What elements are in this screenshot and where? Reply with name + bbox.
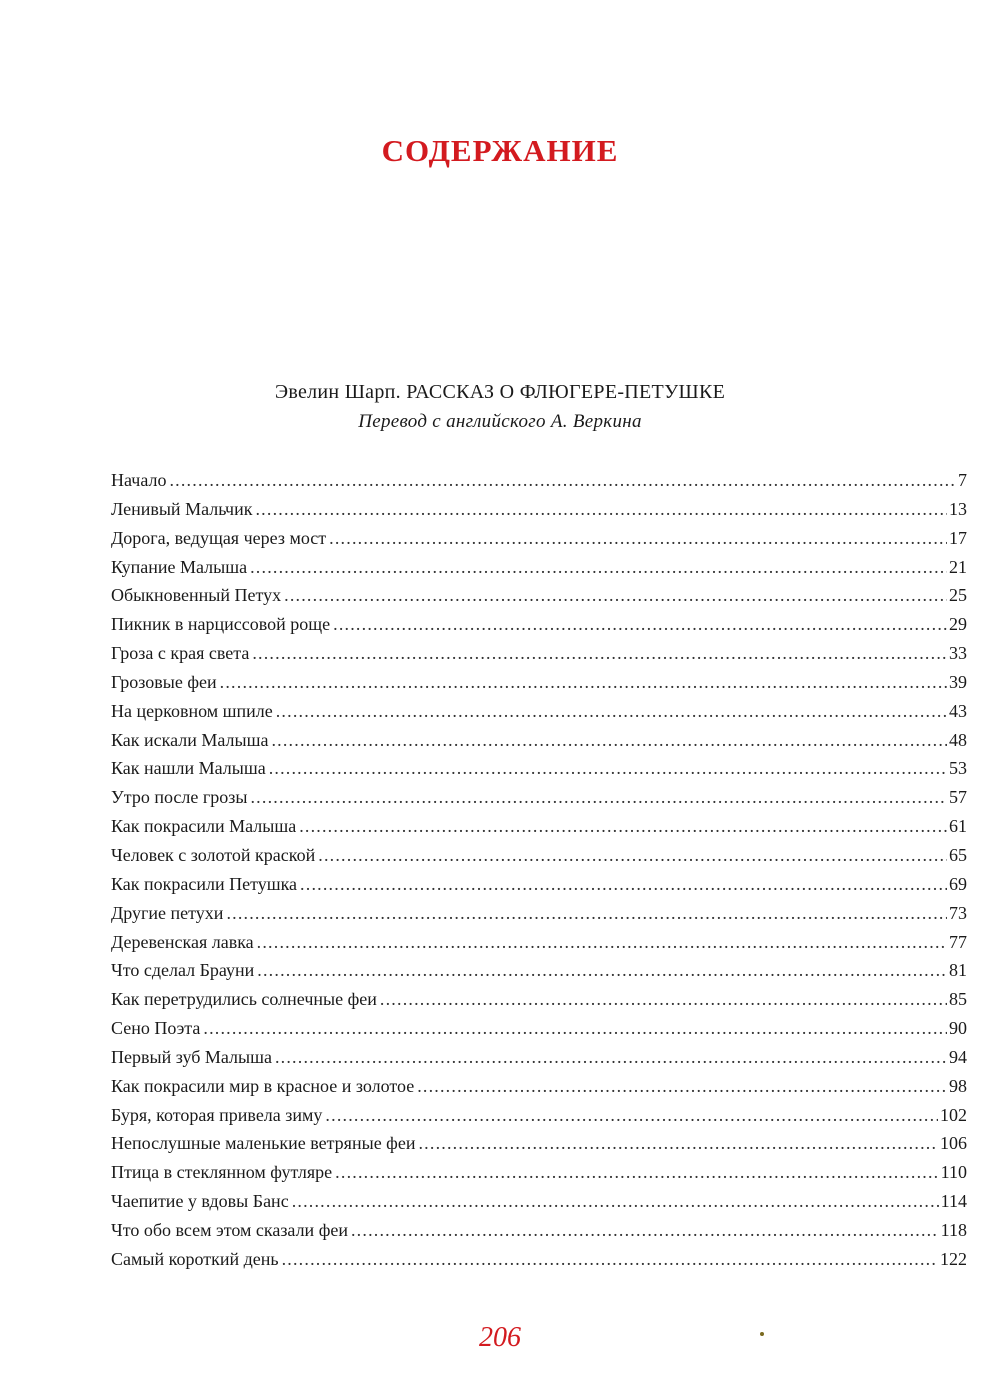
- toc-entry-page: 102: [940, 1104, 967, 1125]
- toc-entry-title: Как покрасили Малыша: [111, 816, 297, 837]
- toc-entry-page: 94: [949, 1046, 967, 1067]
- toc-entry-page: 98: [949, 1075, 967, 1096]
- toc-entry-title: Купание Малыша: [111, 556, 248, 577]
- toc-entry-page: 85: [949, 989, 967, 1010]
- toc-entry[interactable]: [111, 1101, 967, 1130]
- toc-entry-title: Сено Поэта: [111, 1018, 201, 1039]
- toc-entry-page: 57: [949, 787, 967, 808]
- toc-entry[interactable]: [111, 668, 967, 697]
- toc-entry-page: 118: [940, 1219, 967, 1240]
- toc-entry-title: Непослушные маленькие ветряные феи: [111, 1133, 416, 1154]
- toc-entry[interactable]: [111, 1072, 967, 1101]
- toc-dot-leader: [325, 1101, 938, 1130]
- toc-entry-title: Птица в стеклянном футляре: [111, 1162, 333, 1183]
- toc-entry-title: Как искали Малыша: [111, 729, 269, 750]
- toc-dot-leader: [282, 1245, 938, 1274]
- toc-entry-title: Пикник в нарциссовой роще: [111, 614, 331, 635]
- page-title: СОДЕРЖАНИЕ: [381, 132, 619, 168]
- toc-entry[interactable]: [111, 1158, 967, 1187]
- toc-entry-page: 25: [949, 585, 967, 606]
- toc-dot-leader: [284, 581, 947, 610]
- toc-entry-title: Ленивый Мальчик: [111, 498, 253, 519]
- toc-entry[interactable]: [111, 985, 967, 1014]
- toc-entry[interactable]: [111, 1216, 967, 1245]
- toc-entry-title: На церковном шпиле: [111, 700, 273, 721]
- toc-dot-leader: [299, 812, 947, 841]
- toc-entry-title: Что сделал Брауни: [111, 960, 255, 981]
- toc-entry-page: 29: [949, 614, 967, 635]
- toc-entry-page: 48: [949, 729, 967, 750]
- toc-entry-title: Человек с золотой краской: [111, 844, 316, 865]
- toc-entry[interactable]: [111, 783, 967, 812]
- toc-dot-leader: [380, 985, 947, 1014]
- toc-dot-leader: [418, 1129, 938, 1158]
- toc-dot-leader: [220, 668, 947, 697]
- toc-dot-leader: [250, 553, 947, 582]
- toc-entry[interactable]: [111, 841, 967, 870]
- toc-dot-leader: [335, 1158, 938, 1187]
- toc-entry-title: Первый зуб Малыша: [111, 1046, 272, 1067]
- toc-dot-leader: [257, 956, 947, 985]
- toc-dot-leader: [292, 1187, 939, 1216]
- toc-dot-leader: [351, 1216, 939, 1245]
- toc-entry-title: Как перетрудились солнечные феи: [111, 989, 377, 1010]
- toc-entry-title: Как покрасили мир в красное и золотое: [111, 1075, 415, 1096]
- toc-entry-title: Как нашли Малыша: [111, 758, 266, 779]
- toc-entry-page: 39: [949, 671, 967, 692]
- toc-entry-page: 114: [940, 1191, 967, 1212]
- toc-entry-title: Начало: [111, 470, 167, 490]
- toc-entry[interactable]: [111, 639, 967, 668]
- toc-entry-title: Что обо всем этом сказали феи: [111, 1219, 348, 1240]
- toc-entry-page: 65: [949, 844, 967, 865]
- toc-entry-page: 53: [949, 758, 967, 779]
- toc-entry-page: 81: [949, 960, 967, 981]
- toc-entry[interactable]: [111, 610, 967, 639]
- toc-dot-leader: [276, 697, 947, 726]
- toc-entry[interactable]: [111, 870, 967, 899]
- table-of-contents: [111, 466, 967, 1274]
- toc-dot-leader: [417, 1072, 947, 1101]
- toc-entry[interactable]: [111, 697, 967, 726]
- toc-entry-title: Самый короткий день: [111, 1248, 279, 1269]
- toc-dot-leader: [329, 524, 947, 553]
- toc-entry-title: Как покрасили Петушка: [111, 873, 298, 894]
- toc-entry-title: Дорога, ведущая через мост: [111, 527, 327, 548]
- toc-entry[interactable]: [111, 466, 967, 495]
- toc-entry[interactable]: [111, 495, 967, 524]
- toc-entry-title: Другие петухи: [111, 902, 224, 923]
- toc-entry[interactable]: [111, 928, 967, 957]
- toc-entry[interactable]: [111, 1187, 967, 1216]
- toc-entry[interactable]: [111, 1043, 967, 1072]
- toc-entry-page: 61: [949, 816, 967, 837]
- toc-dot-leader: [257, 928, 947, 957]
- toc-entry-title: Обыкновенный Петух: [111, 585, 282, 606]
- toc-entry[interactable]: [111, 899, 967, 928]
- toc-entry-page: 110: [940, 1162, 967, 1183]
- toc-entry[interactable]: [111, 1245, 967, 1274]
- toc-entry[interactable]: [111, 581, 967, 610]
- toc-entry-page: 17: [949, 527, 967, 548]
- toc-entry[interactable]: [111, 524, 967, 553]
- toc-dot-leader: [300, 870, 947, 899]
- toc-entry-title: Буря, которая привела зиму: [111, 1104, 323, 1125]
- toc-entry[interactable]: [111, 726, 967, 755]
- toc-entry[interactable]: [111, 1129, 967, 1158]
- toc-dot-leader: [318, 841, 947, 870]
- toc-entry-title: Деревенская лавка: [111, 931, 254, 952]
- toc-dot-leader: [275, 1043, 947, 1072]
- toc-dot-leader: [269, 754, 947, 783]
- toc-dot-leader: [226, 899, 947, 928]
- book-heading: Эвелин Шарп. РАССКАЗ О ФЛЮГЕРЕ-ПЕТУШКЕ: [274, 381, 726, 403]
- toc-entry[interactable]: [111, 754, 967, 783]
- toc-entry-page: 122: [940, 1248, 967, 1269]
- toc-dot-leader: [169, 466, 956, 495]
- toc-entry-title: Чаепитие у вдовы Банс: [111, 1191, 289, 1212]
- page-number: 206: [479, 1322, 521, 1353]
- toc-dot-leader: [333, 610, 947, 639]
- toc-dot-leader: [271, 726, 947, 755]
- toc-entry-title: Гроза с края света: [111, 643, 250, 664]
- print-speck: [760, 1332, 764, 1336]
- toc-entry-page: 43: [949, 700, 967, 721]
- toc-entry-page: 7: [958, 470, 967, 490]
- toc-entry[interactable]: [111, 1014, 967, 1043]
- toc-entry-page: 13: [949, 498, 967, 519]
- toc-entry[interactable]: [111, 812, 967, 841]
- toc-entry-page: 73: [949, 902, 967, 923]
- toc-entry-title: Утро после грозы: [111, 787, 248, 808]
- toc-dot-leader: [203, 1014, 947, 1043]
- toc-entry-page: 90: [949, 1018, 967, 1039]
- toc-entry-page: 33: [949, 643, 967, 664]
- toc-dot-leader: [252, 639, 947, 668]
- toc-entry-title: Грозовые феи: [111, 671, 217, 692]
- toc-entry[interactable]: [111, 956, 967, 985]
- toc-entry-page: 106: [940, 1133, 967, 1154]
- toc-dot-leader: [255, 495, 947, 524]
- toc-entry-page: 69: [949, 873, 967, 894]
- toc-entry[interactable]: [111, 553, 967, 582]
- book-translator: Перевод с английского А. Веркина: [358, 411, 642, 432]
- toc-dot-leader: [250, 783, 947, 812]
- toc-entry-page: 21: [949, 556, 967, 577]
- toc-entry-page: 77: [949, 931, 967, 952]
